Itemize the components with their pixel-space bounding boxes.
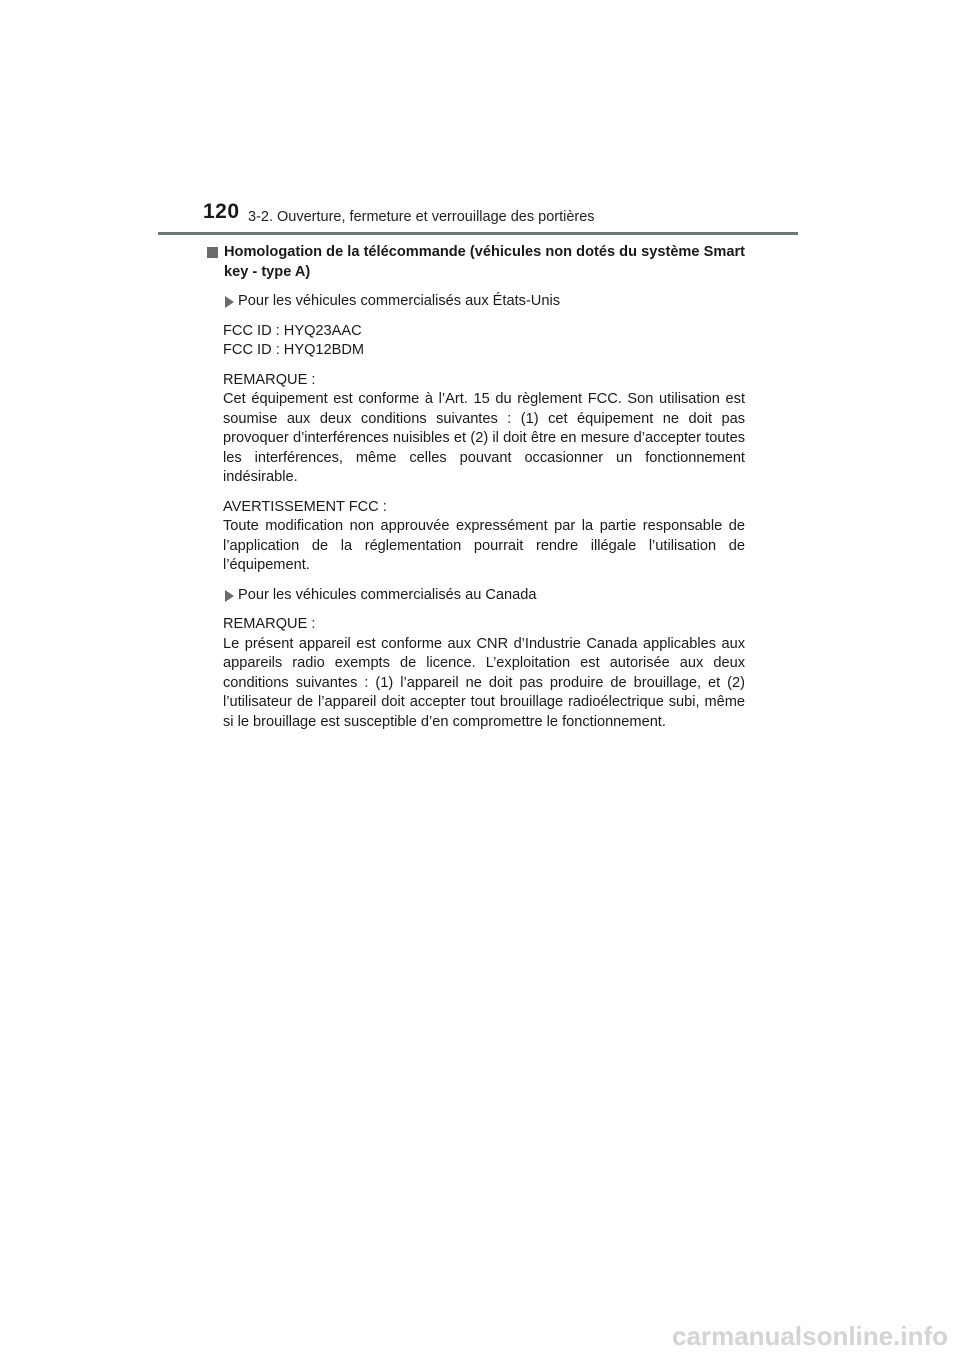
subheading-canada-label: Pour les véhicules commercialisés au Canada [238, 586, 537, 603]
us-warning-text: Toute modification non approuvée expressément par la partie responsable de l’application de la réglementation pourrait rendre illégale l’utilisation de l’équipement. [223, 518, 745, 573]
canada-note-title: REMARQUE : [223, 616, 316, 632]
us-note [223, 371, 745, 488]
subheading-canada [221, 586, 745, 606]
triangle-bullet-icon [225, 296, 234, 308]
canada-note-text: Le présent appareil est conforme aux CNR d’Industrie Canada applicables aux appareils radio exempts de licence. L’exploitation est autorisée aux deux conditions suivantes : (1) l’appareil ne doit pas produire de brouillage, et (2) l’utilisateur de l’appareil doit accepter tout brouillage radioélectrique subi, même si le brouillage est susceptible d’en compromettre le fonctionnement. [223, 635, 745, 730]
canada-note [223, 615, 745, 732]
us-note-text: Cet équipement est conforme à l’Art. 15 du règlement FCC. Son utilisation est soumise aux deux conditions suivantes : (1) cet équipement ne doit pas provoquer d’interférences nuisibles et (2) il doit être en mesure d’accepter toutes les interférences, même celles pouvant occasionner un fonctionnement indésirable. [223, 391, 745, 485]
us-note-title: REMARQUE : [223, 371, 316, 388]
page-content [207, 243, 745, 742]
fcc-id-block [223, 322, 745, 361]
watermark: carmanualsonline.info [672, 1321, 948, 1351]
us-warning-title: AVERTISSEMENT FCC : [223, 498, 387, 515]
subheading-us-label: Pour les véhicules commercialisés aux États-Unis [238, 293, 560, 309]
subheading-us [221, 292, 745, 312]
page-number: 120 [203, 200, 240, 223]
section-heading-text: Homologation de la télécommande (véhicules non dotés du système Smart key - type A) [224, 244, 745, 280]
header-rule [158, 232, 798, 235]
section-heading [207, 243, 745, 282]
fcc-id-line: FCC ID : HYQ12BDM [223, 342, 365, 358]
us-warning [223, 498, 745, 576]
chapter-title: 3-2. Ouverture, fermeture et verrouillage des portières [248, 209, 595, 225]
square-bullet-icon [207, 247, 218, 258]
triangle-bullet-icon [225, 590, 234, 602]
fcc-id-line: FCC ID : HYQ23AAC [223, 322, 362, 339]
